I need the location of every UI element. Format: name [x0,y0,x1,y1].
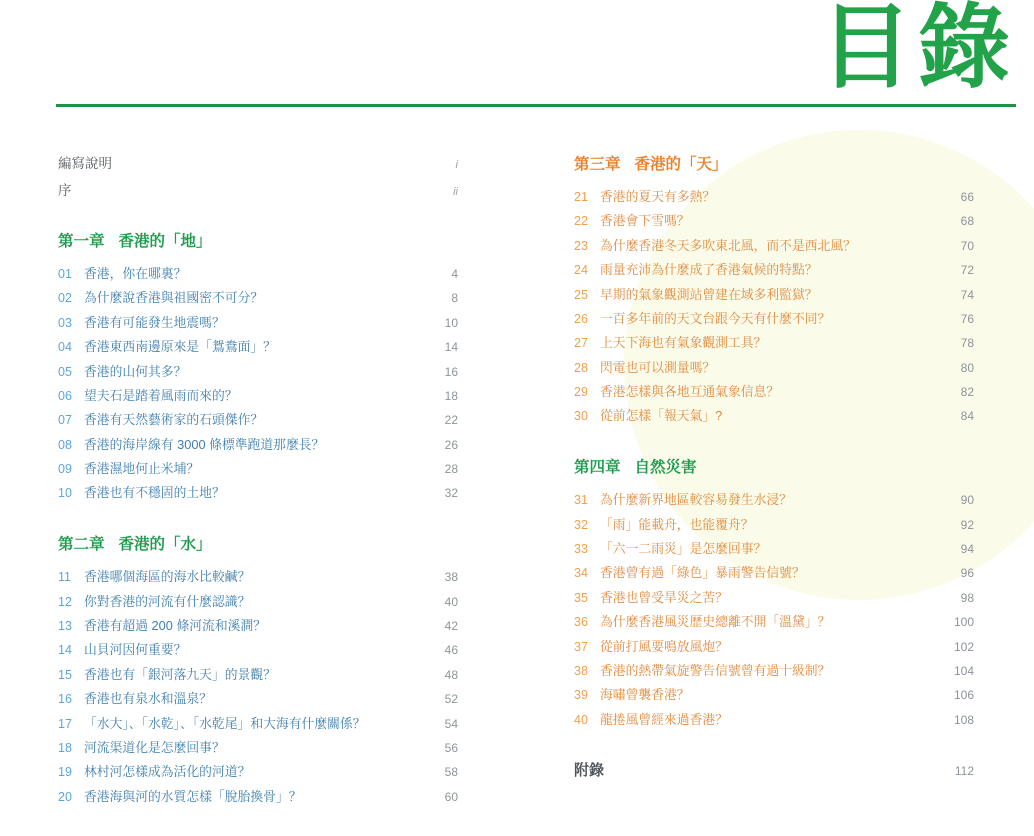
entry-number: 33 [574,542,588,556]
entry-title: 一百多年前的天文台跟今天有什麼不同？ [600,310,831,326]
entry-title: 從前打風要鳴放風炮？ [600,638,728,654]
entry-number: 37 [574,639,588,654]
entry-page: 26 [444,437,458,452]
entry-page: 14 [444,340,458,355]
chapter-4-entries [574,491,974,728]
entry-page: 90 [960,493,974,508]
entry-number: 39 [574,688,588,703]
chapter-1-entries [58,265,458,502]
toc-entry[interactable] [58,363,458,381]
chapter-3-entries [574,188,974,425]
entry-page: 104 [953,663,974,678]
entry-title: 香港的夏天有多熱？ [600,189,716,204]
entry-page: 48 [444,667,458,682]
toc-entry[interactable] [574,261,974,279]
entry-title: 香港怎樣與各地互通氣象信息？ [600,384,780,399]
toc-entry[interactable] [574,711,974,729]
entry-title: 上天下海也有氣象觀測工具？ [600,335,767,351]
toc-entry[interactable] [58,484,458,502]
toc-entry[interactable] [574,188,974,206]
entry-number: 06 [58,388,72,403]
entry-title: 為什麼香港冬天多吹東北風，而不是西北風？ [600,237,856,253]
entry-title: 香港也有「銀河落九天」的景觀？ [84,666,276,682]
entry-title: 為什麼新界地區較容易發生水浸？ [600,492,792,508]
front-matter-page: i [455,159,458,171]
entry-number: 11 [58,570,71,585]
front-matter-label: 編寫說明 [58,156,112,171]
entry-number: 28 [574,360,588,375]
front-matter-list [58,152,458,199]
title-divider [56,104,1016,107]
entry-title: 香港會下雪嗎？ [600,213,690,229]
entry-number: 05 [58,364,72,379]
toc-entry[interactable] [574,334,974,352]
entry-number: 36 [574,615,588,630]
entry-number: 27 [574,336,588,351]
entry-number: 02 [58,291,72,306]
entry-page: 78 [960,336,974,351]
chapter-number: 第三章 [574,156,621,173]
chapter-heading-1[interactable] [58,229,458,251]
entry-title: 香港東西南邊原來是「鴛鴦面」？ [84,339,276,355]
toc-entry[interactable] [574,491,974,509]
chapter-heading-4[interactable] [574,455,974,477]
entry-page: 108 [953,712,974,727]
entry-page: 58 [444,765,458,780]
toc-column-left [58,152,458,836]
entry-title: 香港的山何其多？ [84,363,187,379]
entry-page: 72 [960,263,974,278]
appendix-entry[interactable] [574,759,974,780]
toc-entry[interactable] [574,286,974,304]
entry-number: 24 [574,263,588,278]
entry-number: 23 [574,238,588,253]
entry-title: 香港的海岸線有 3000 條標準跑道那麼長？ [84,436,325,452]
entry-page: 60 [444,789,458,804]
entry-title: 香港哪個海區的海水比較鹹？ [84,569,251,585]
entry-page: 40 [444,594,458,609]
entry-page: 102 [953,639,974,654]
toc-entry[interactable] [58,593,458,611]
entry-page: 96 [960,566,974,581]
entry-page: 46 [444,643,458,658]
toc-entry[interactable] [574,516,974,534]
toc-entry[interactable] [58,690,458,708]
entry-page: 76 [960,311,974,326]
entry-number: 25 [574,287,588,302]
front-matter-row[interactable] [58,152,458,172]
chapter-number: 第一章 [58,233,105,250]
toc-column-right [574,152,974,780]
toc-entry[interactable] [58,387,458,405]
front-matter-page: ii [453,186,458,198]
toc-entry[interactable] [58,568,458,586]
entry-title: 「六一二雨災」是怎麼回事？ [600,541,767,556]
entry-number: 15 [58,667,72,682]
entry-number: 18 [58,740,72,755]
entry-page: 42 [444,619,458,633]
entry-number: 10 [58,486,72,501]
entry-page: 22 [444,413,458,428]
chapter-name: 香港的「水」 [118,536,212,554]
toc-entry[interactable] [58,314,458,332]
entry-title: 香港濕地何止米埔？ [84,461,200,476]
entry-number: 32 [574,517,588,532]
entry-page: 74 [960,287,974,302]
toc-entry[interactable] [574,540,974,558]
toc-entry[interactable] [58,436,458,454]
chapter-name: 自然災害 [634,459,697,477]
front-matter-label: 序 [58,183,72,198]
entry-title: 香港也有不穩固的土地？ [84,485,225,501]
toc-entry[interactable] [574,383,974,401]
entry-title: 香港有天然藝術家的石頭傑作？ [84,412,264,428]
entry-title: 香港也曾受旱災之苦？ [600,589,728,605]
toc-entry[interactable] [58,641,458,659]
entry-number: 14 [58,643,72,658]
chapter-heading-2[interactable] [58,532,458,554]
entry-page: 82 [960,385,974,399]
toc-entry[interactable] [574,662,974,680]
entry-title: 「雨」能載舟，也能覆舟？ [600,516,754,532]
toc-entry[interactable] [58,763,458,781]
entry-page: 66 [960,190,974,204]
chapter-name: 香港的「地」 [118,233,212,250]
entry-number: 17 [58,716,72,731]
entry-number: 40 [574,712,588,727]
toc-entry[interactable] [574,564,974,582]
entry-page: 56 [444,740,458,755]
entry-title: 望夫石是踏着風雨而來的？ [84,387,238,403]
chapter-heading-3[interactable] [574,152,974,174]
toc-entry[interactable] [58,411,458,429]
entry-title: 香港海與河的水質怎樣「脫胎換骨」？ [84,788,302,804]
entry-title: 香港，你在哪裏？ [84,266,187,281]
entry-title: 早期的氣象觀測站曾建在域多利監獄？ [600,286,818,302]
entry-page: 38 [444,570,458,585]
entry-title: 雨量充沛為什麼成了香港氣候的特點？ [600,262,818,278]
entry-page: 8 [451,291,458,306]
toc-entry[interactable] [58,715,458,733]
chapter-number: 第四章 [574,459,621,477]
entry-title: 海嘯曾襲香港？ [600,687,690,703]
toc-entry[interactable] [58,739,458,757]
entry-number: 31 [574,493,588,508]
entry-title: 閃電也可以測量嗎？ [600,359,716,375]
entry-page: 100 [953,615,974,630]
entry-page: 32 [444,486,458,501]
toc-entry[interactable] [574,613,974,631]
entry-title: 你對香港的河流有什麼認識？ [84,593,251,609]
entry-title: 「水大」、「水乾」、「水乾尾」和大海有什麼關係？ [84,715,366,731]
entry-number: 34 [574,566,588,581]
entry-title: 龍捲風曾經來過香港？ [600,711,728,727]
appendix-page: 112 [954,763,974,778]
entry-title: 為什麼說香港與祖國密不可分？ [84,290,264,306]
entry-title: 林村河怎樣成為活化的河道？ [84,764,251,780]
entry-page: 16 [444,364,458,379]
entry-title: 香港有超過 200 條河流和溪澗？ [84,618,267,633]
toc-entry[interactable] [58,617,458,635]
entry-number: 22 [574,214,588,229]
entry-title: 河流渠道化是怎麼回事？ [84,739,225,755]
chapter-number: 第二章 [58,536,105,554]
toc-entry[interactable] [58,666,458,684]
entry-page: 52 [444,692,458,707]
entry-page: 4 [451,267,458,281]
entry-title: 香港的熱帶氣旋警告信號曾有過十級制？ [600,662,831,678]
entry-number: 01 [58,267,72,281]
entry-number: 19 [58,765,72,780]
entry-number: 07 [58,413,72,428]
toc-entry[interactable] [574,686,974,704]
entry-number: 29 [574,385,588,399]
toc-entry[interactable] [574,212,974,230]
chapter-name: 香港的「天」 [634,156,728,173]
entry-title: 山貝河因何重要？ [84,642,187,658]
chapter-2-entries [58,568,458,805]
toc-entry[interactable] [574,310,974,328]
toc-entry[interactable] [58,289,458,307]
entry-number: 08 [58,437,72,452]
toc-entry[interactable] [58,460,458,478]
entry-title: 香港曾有過「綠色」暴雨警告信號？ [600,565,805,581]
entry-number: 13 [58,619,72,633]
entry-number: 30 [574,409,588,424]
entry-number: 38 [574,663,588,678]
toc-entry[interactable] [574,359,974,377]
entry-page: 54 [444,716,458,731]
entry-number: 20 [58,789,72,804]
appendix-label: 附錄 [574,761,605,779]
toc-entry[interactable] [574,407,974,425]
entry-number: 16 [58,692,72,707]
entry-page: 98 [960,590,974,605]
entry-page: 94 [960,542,974,556]
entry-title: 香港有可能發生地震嗎？ [84,314,225,330]
entry-page: 18 [444,388,458,403]
entry-title: 香港也有泉水和溫泉？ [84,691,212,707]
entry-page: 92 [960,517,974,532]
front-matter-row[interactable] [58,179,458,199]
entry-number: 04 [58,340,72,355]
entry-page: 28 [444,462,458,476]
entry-number: 09 [58,462,72,476]
toc-entry[interactable] [574,237,974,255]
toc-entry[interactable] [574,638,974,656]
entry-page: 80 [960,360,974,375]
entry-page: 106 [953,688,974,703]
entry-page: 70 [960,238,974,253]
page-title: 目錄 [819,0,1016,101]
toc-entry[interactable] [58,338,458,356]
entry-number: 26 [574,311,588,326]
entry-page: 68 [960,214,974,229]
entry-page: 84 [960,409,974,424]
entry-number: 03 [58,315,72,330]
entry-title: 為什麼香港風災歷史總離不開「溫黛」？ [600,614,831,630]
toc-entry[interactable] [58,265,458,283]
entry-number: 12 [58,594,72,609]
toc-entry[interactable] [574,589,974,607]
entry-number: 35 [574,590,588,605]
entry-number: 21 [574,190,588,204]
toc-entry[interactable] [58,788,458,806]
entry-page: 10 [444,315,458,330]
entry-title: 從前怎樣「報天氣」? [600,408,723,424]
